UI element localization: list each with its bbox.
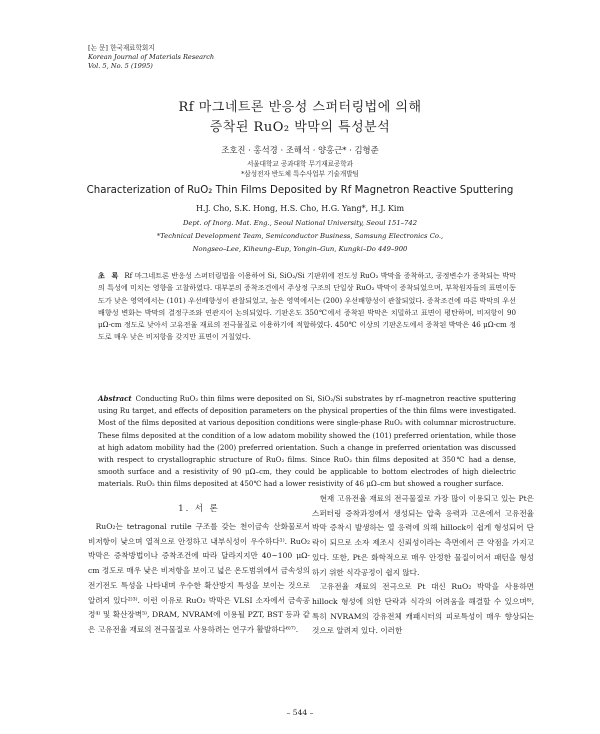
affiliation-ko-1: 서울대학교 공과대학 무기재료공학과 [246, 160, 354, 168]
abstract-ko-text: Rf 마그네트론 반응성 스퍼터링법을 이용하여 Si, SiO₂/Si 기판위에 전도성 RuO₂ 박막을 증착하고, 공정변수가 증착되는 박막의 특성에 미치는 영향을 고찰하였다. 대부분의 증착조건에서 주상정 구조의 단일상 RuO₂ 박막이 증착되었으며, 부착원자들의 표면이동도가 낮은 영역에서는 (101) 우선배향성이 관찰되었고, 높은 영역에서는 (200) 우선배향성이 관찰되었다. 증착조건에 따른 박막의 우선배향성 변화는 박막의 결정구조와 연관지어 논의되었다. 기판온도 350℃에서 증착된 박막은 치밀하고 표면이 평탄하며, 비저항이 90 μΩ-cm 정도로 낮아서 고유전율 재료의 전극물질로 이용하기에 적합하였다. 450℃ 이상의 기판온도에서 증착된 박막은 46 μΩ-cm 정도로 매우 낮은 비저항을 갖지만 표면이 거칠었다. [98, 271, 516, 342]
authors-en: H.J. Cho, S.K. Hong, H.S. Cho, H.G. Yang*, H.J. Kim [195, 204, 405, 213]
affiliation-en-1: Dept. of Inorg. Mat. Eng., Seoul National University, Seoul 151–742 [182, 219, 418, 227]
intro-paragraph-2: 현재 고유전율 재료의 전극물질로 가장 많이 이용되고 있는 Pt은 스퍼터링 증착과정에서 생성되는 압축 응력과 고온에서 고유전율 박막 증착시 발생하는 열 응력에 의해 hillock이 쉽게 형성되어 단락이 되므로 소자 제조시 신뢰성이라는 측면에서 큰 약점을 가지고 있다. 또한, Pt은 화학적으로 매우 안정한 물질이어서 패턴을 형성하기 위한 식각공정이 쉽지 않다. [312, 494, 534, 577]
abstract-ko [98, 270, 516, 344]
title-ko-line2: 증착된 RuO₂ 박막의 특성분석 [209, 120, 391, 135]
intro-paragraph-1: RuO₂는 tetragonal rutile 구조를 갖는 천이금속 산화물로서 비저항이 낮으며 열적으로 안정하고 내부식성이 우수하다¹⁾. RuO₂ 박막은 증착방법이나 증착조건에 따라 달라지지만 40~100 μΩ-cm 정도로 매우 낮은 비저항을 보이고 넓은 온도범위에서 금속성의 전기전도 특성을 나타내며 우수한 확산방지 특성을 보이는 것으로 알려져 있다²⁾³⁾. 이런 이유로 RuO₂ 박막은 VLSI 소자에서 금속공정⁴⁾ 및 확산장벽⁵⁾, DRAM, NVRAM에 이용될 PZT, BST 등과 같은 고유전율 재료의 전극물질로 사용하려는 연구가 활발하다⁶⁾⁷⁾. [88, 522, 310, 634]
journal-header [88, 44, 214, 71]
intro-paragraph-3: 고유전율 재료의 전극으로 Pt 대신 RuO₂ 박막을 사용하면 hillock 형성에 의한 단락과 식각의 어려움을 해결할 수 있으며⁸⁾, 특히 NVRAM의 강유전체 캐패시터의 피로특성이 매우 향상되는 것으로 알려져 있다. 이러한 [312, 582, 534, 636]
abstract-ko-label: 초 록 [98, 271, 121, 280]
journal-header-ko: [논 문] 한국재료학회지 [88, 44, 155, 52]
abstract-en-text: Conducting RuO₂ thin films were deposited on Si, SiO₂/Si substrates by rf–magnetron reactive sputtering using Ru target, and effects of deposition parameters on the physical properties of the thin films were investigated. Most of the films deposited at various deposition conditions were single-phase RuO₂ with columnar microstructure. These films deposited at the condition of a low adatom mobility showed the (101) preferred orientation, while those at high adatom mobility had the (200) preferred orientation. Such a change in preferred orientation was discussed with respect to crystallographic structure of RuO₂ films. Since RuO₂ thin films deposited at 350℃ had a dense, smooth surface and a resistivity of 90 μΩ–cm, they could be applicable to bottom electrodes of high dielectric materials. RuO₂ thin films deposited at 450℃ had a lower resistivity of 46 μΩ–cm but showed a rougher surface. [98, 394, 516, 489]
title-ko-line1: Rf 마그네트론 반응성 스퍼터링법에 의해 [178, 100, 422, 115]
body-column-right [312, 492, 534, 639]
abstract-en-label: Abstract [98, 394, 132, 403]
section-heading-introduction: 1. 서 론 [178, 503, 220, 513]
abstract-en [98, 393, 516, 491]
affiliation-ko-2: *삼성전자 반도체 특수사업부 기술개발팀 [241, 170, 359, 178]
journal-volume: Vol. 5, No. 5 (1995) [88, 62, 153, 70]
authors-ko: 조호진 · 홍석경 · 조해석 · 양홍근* · 김형준 [221, 145, 379, 155]
affiliation-en-2: *Technical Development Team, Semiconductor Business, Samsung Electronics Co., [156, 232, 444, 240]
affiliation-en-3: Nongseo–Lee, Kiheung–Eup, Yongin–Gun, Kungki–Do 449–900 [192, 245, 408, 253]
body-column-left [88, 520, 310, 638]
title-en: Characterization of RuO₂ Thin Films Deposited by Rf Magnetron Reactive Sputtering [86, 185, 514, 196]
page-number: – 544 – [286, 708, 314, 717]
journal-header-en: Korean Journal of Materials Research [88, 53, 215, 61]
